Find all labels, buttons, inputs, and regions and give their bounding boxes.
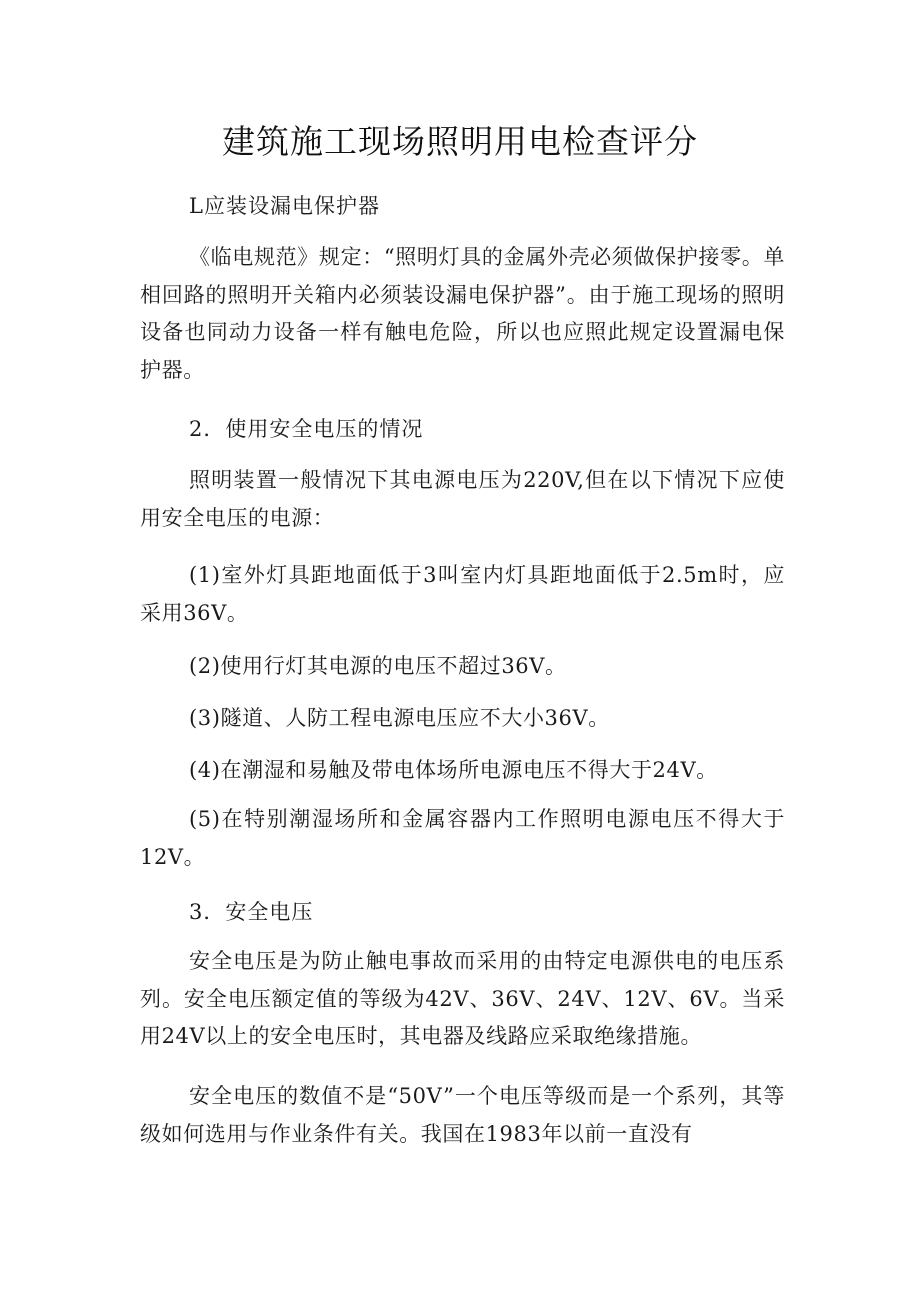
section-heading-3: 3．安全电压 [189,900,314,924]
list-item-3: (3)隧道、人防工程电源电压应不大小36V。 [189,706,610,730]
document-title: 建筑施工现场照明用电检查评分 [222,122,698,161]
list-item-1: (1)室外灯具距地面低于3叫室内灯具距地面低于2.5m时，应采用36V。 [140,563,785,625]
paragraph-supply-voltage: 照明装置一般情况下其电源电压为220V,但在以下情况下应使用安全电压的电源： [140,468,785,530]
paragraph-safety-voltage: 安全电压是为防止触电事故而采用的由特定电源供电的电压系列。安全电压额定值的等级为42V、36V、24V、12V、6V。当采用24V以上的安全电压时，其电器及线路应采取绝缘措施。 [140,949,785,1048]
paragraph-leakage-protector: 《临电规范》规定：“照明灯具的金属外壳必须做保护接零。单相回路的照明开关箱内必须装设漏电保护器”。由于施工现场的照明设备也同动力设备一样有触电危险，所以也应照此规定设置漏电保护器。 [140,245,785,382]
section-heading-2: 2．使用安全电压的情况 [189,417,424,441]
list-item-5: (5)在特别潮湿场所和金属容器内工作照明电源电压不得大于12V。 [140,807,785,869]
list-item-2: (2)使用行灯其电源的电压不超过36V。 [189,654,567,678]
list-item-4: (4)在潮湿和易触及带电体场所电源电压不得大于24V。 [189,758,718,782]
section-heading-1: L应装设漏电保护器 [189,194,380,218]
paragraph-voltage-series: 安全电压的数值不是“50V”一个电压等级而是一个系列，其等级如何选用与作业条件有关。我国在1983年以前一直没有 [140,1084,785,1146]
